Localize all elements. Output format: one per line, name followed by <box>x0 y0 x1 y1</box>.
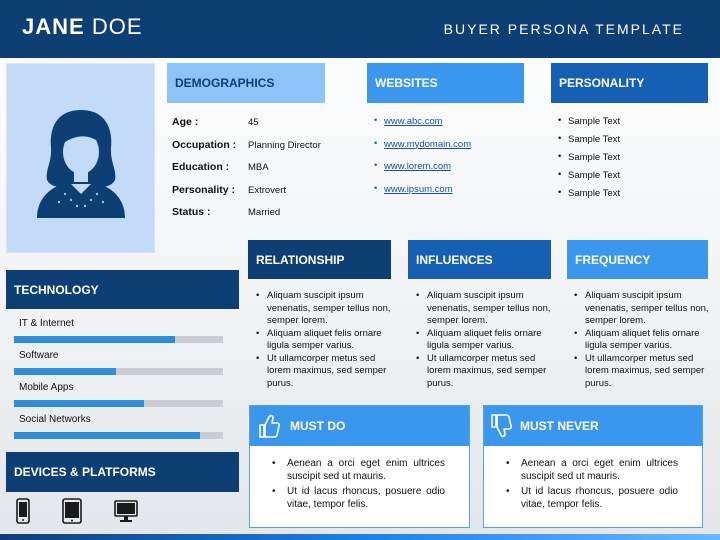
demo-label: Personality : <box>172 183 236 196</box>
smartphone-icon <box>16 498 30 524</box>
relationship-bullet: • Aliquam suscipit ipsum venenatis, semper tellus non, semper lorem. <box>256 290 392 328</box>
personality-item: • Sample Text <box>558 188 620 206</box>
website-item <box>374 184 471 207</box>
tech-bar-track <box>14 400 223 407</box>
must-do-list <box>272 457 445 513</box>
tech-bar-track <box>14 368 223 375</box>
relationship-header <box>248 240 391 279</box>
influences-list <box>416 290 552 390</box>
demo-value: Extrovert <box>248 184 287 196</box>
influences-bullet: • Aliquam suscipit ipsum venenatis, semper tellus non, semper lorem. <box>416 290 552 328</box>
demo-label: Status : <box>172 206 211 218</box>
must-do-title: MUST DO <box>290 419 346 433</box>
must-never-bullet: • Ut id lacus rhoncus, posuere odio vitae, tempor felis. <box>506 485 678 511</box>
tech-item-social-networks <box>6 414 226 446</box>
website-item <box>374 116 471 139</box>
tech-bar-track <box>14 432 223 439</box>
demo-value: Married <box>248 207 281 218</box>
tech-item-software <box>6 350 226 382</box>
tablet-icon <box>62 498 82 524</box>
tech-bar-fill <box>14 368 116 375</box>
devices-header <box>6 452 239 492</box>
websites-header <box>367 63 524 103</box>
tech-bar-fill <box>14 336 175 343</box>
frequency-bullet: • Aliquam aliquet felis ornare ligula semper varius. <box>574 328 714 353</box>
website-link[interactable]: www.mydomain.com <box>384 138 472 150</box>
personality-item: • Sample Text <box>558 152 620 170</box>
influences-header <box>408 240 551 279</box>
tech-label: IT & Internet <box>19 318 74 329</box>
personality-item: • Sample Text <box>558 170 620 188</box>
websites-title: WEBSITES <box>375 76 438 90</box>
tech-bar-track <box>14 336 223 343</box>
last-name: DOE <box>91 14 143 39</box>
tech-bar-fill <box>14 400 144 407</box>
must-do-card <box>249 405 470 528</box>
must-never-header <box>484 406 702 446</box>
demo-value: 45 <box>248 117 259 128</box>
tech-item-it-internet <box>6 318 226 350</box>
frequency-list <box>574 290 714 390</box>
avatar-panel <box>6 63 155 253</box>
demo-value: MBA <box>248 162 269 173</box>
demo-label: Education : <box>172 161 230 173</box>
demo-label: Occupation : <box>172 138 237 151</box>
desktop-icon <box>114 498 138 524</box>
personality-header <box>551 63 708 103</box>
personality-list <box>558 116 620 206</box>
demo-value: Planning Director <box>248 139 321 151</box>
must-do-bullet: • Aenean a orci eget enim ultrices suscipit sed ut mauris. <box>272 457 445 483</box>
frequency-title: FREQUENCY <box>575 252 651 267</box>
tech-label: Social Networks <box>19 414 91 425</box>
influences-bullet: • Aliquam aliquet felis ornare ligula semper varius. <box>416 328 552 353</box>
page-subtitle: BUYER PERSONA TEMPLATE <box>443 21 684 37</box>
personality-item: • Sample Text <box>558 116 620 134</box>
relationship-title: RELATIONSHIP <box>256 252 345 267</box>
demo-label: Age : <box>172 116 199 128</box>
first-name: JANE <box>22 14 85 39</box>
frequency-bullet: • Aliquam suscipit ipsum venenatis, semper tellus non, semper lorem. <box>574 290 714 328</box>
must-never-card <box>483 405 703 528</box>
technology-header <box>6 270 239 309</box>
tech-label: Mobile Apps <box>19 382 74 393</box>
persona-name <box>22 14 143 40</box>
must-do-bullet: • Ut id lacus rhoncus, posuere odio vitae, tempor felis. <box>272 485 445 511</box>
influences-title: INFLUENCES <box>416 252 493 267</box>
website-item <box>374 139 471 162</box>
relationship-list <box>256 290 392 390</box>
personality-title: PERSONALITY <box>559 76 645 90</box>
must-never-title: MUST NEVER <box>520 419 599 433</box>
influences-bullet: • Ut ullamcorper metus sed lorem maximus, sed semper purus. <box>416 353 552 391</box>
tech-label: Software <box>19 350 59 361</box>
thumbs-down-icon <box>490 413 512 439</box>
relationship-bullet: • Ut ullamcorper metus sed lorem maximus, sed semper purus. <box>256 353 392 391</box>
must-never-list <box>506 457 678 513</box>
must-never-bullet: • Aenean a orci eget enim ultrices suscipit sed ut mauris. <box>506 457 678 483</box>
websites-list <box>374 116 471 206</box>
header-bar <box>0 0 720 58</box>
devices-title: DEVICES & PLATFORMS <box>14 465 156 479</box>
thumbs-up-icon <box>258 413 280 439</box>
website-item <box>374 161 471 184</box>
relationship-bullet: • Aliquam aliquet felis ornare ligula semper varius. <box>256 328 392 353</box>
demographics-header <box>167 63 325 103</box>
frequency-header <box>567 240 708 279</box>
technology-title: TECHNOLOGY <box>14 282 99 297</box>
website-link[interactable]: www.lorem.com <box>384 161 452 172</box>
technology-list <box>6 318 226 446</box>
website-link[interactable]: www.ipsum.com <box>384 183 453 195</box>
tech-bar-fill <box>14 432 200 439</box>
demographics-title: DEMOGRAPHICS <box>175 76 275 90</box>
personality-item: • Sample Text <box>558 134 620 152</box>
frequency-bullet: • Ut ullamcorper metus sed lorem maximus, sed semper purus. <box>574 353 714 391</box>
website-link[interactable]: www.abc.com <box>384 116 443 127</box>
must-do-header <box>250 406 469 446</box>
bottom-accent-strip <box>0 534 720 540</box>
female-avatar-icon <box>29 106 133 218</box>
tech-item-mobile-apps <box>6 382 226 414</box>
